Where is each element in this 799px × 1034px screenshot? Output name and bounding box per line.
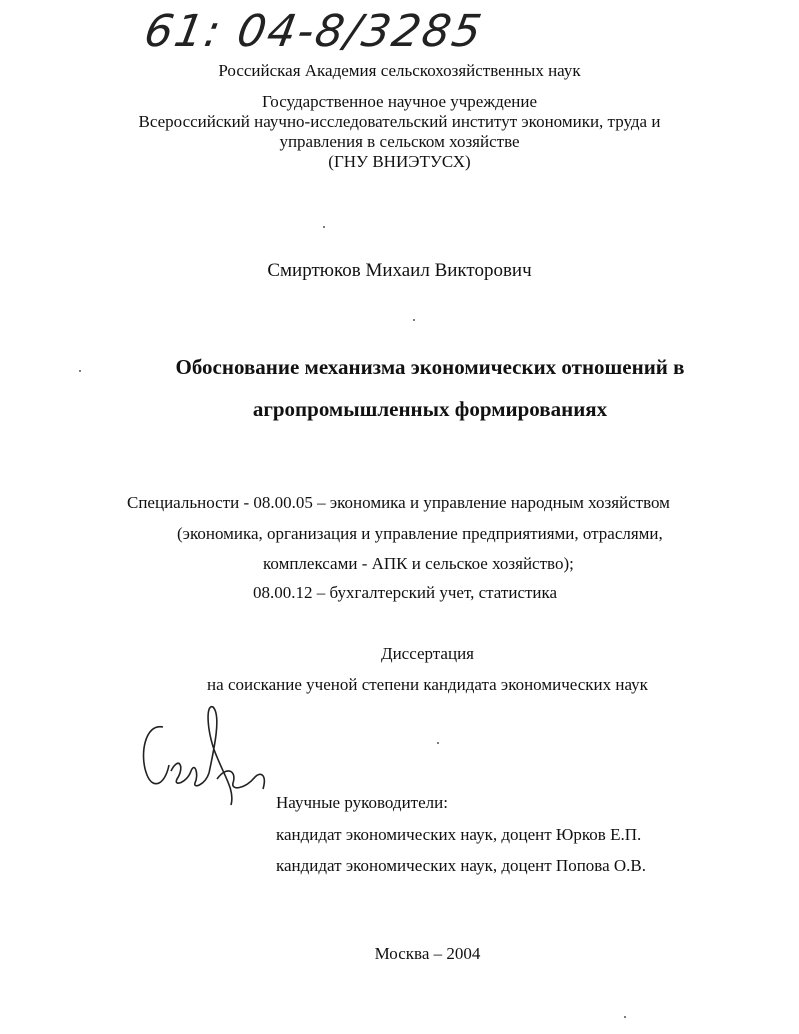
scan-speck xyxy=(624,1016,626,1018)
scan-speck xyxy=(79,370,81,372)
archive-code-handwritten: 61: 04-8/3285 xyxy=(140,6,487,57)
specialty-line2: (экономика, организация и управление предприятиями, отраслями, xyxy=(177,524,663,543)
title-line1: Обоснование механизма экономических отношений в xyxy=(175,355,685,379)
title-line2: агропромышленных формированиях xyxy=(252,397,608,421)
document-type: Диссертация xyxy=(380,644,474,663)
institute-name-line2: управления в сельском хозяйстве xyxy=(279,132,520,151)
specialty-line3: комплексами - АПК и сельское хозяйство); xyxy=(263,554,574,573)
author-name: Смиртюков Михаил Викторович xyxy=(267,260,532,281)
institute-name-line1: Всероссийский научно-исследовательский институт экономики, труда и xyxy=(138,112,661,131)
supervisor-first: кандидат экономических наук, доцент Юрков Е.П. xyxy=(276,825,642,844)
scan-speck xyxy=(323,226,325,228)
scan-speck xyxy=(437,742,439,744)
degree-sought: на соискание ученой степени кандидата экономических наук xyxy=(207,675,648,694)
city-year: Москва – 2004 xyxy=(374,944,481,963)
supervisors-heading: Научные руководители: xyxy=(276,793,448,812)
institution-type: Государственное научное учреждение xyxy=(261,92,538,111)
author-signature xyxy=(135,705,275,815)
supervisor-second: кандидат экономических наук, доцент Попова О.В. xyxy=(276,856,647,875)
scan-speck xyxy=(413,319,415,321)
specialty-line1: Специальности - 08.00.05 – экономика и управление народным хозяйством xyxy=(127,493,670,512)
institute-abbreviation: (ГНУ ВНИЭТУСХ) xyxy=(328,152,471,171)
specialty-line4: 08.00.12 – бухгалтерский учет, статистика xyxy=(253,583,558,602)
academy-name: Российская Академия сельскохозяйственных наук xyxy=(218,61,581,80)
